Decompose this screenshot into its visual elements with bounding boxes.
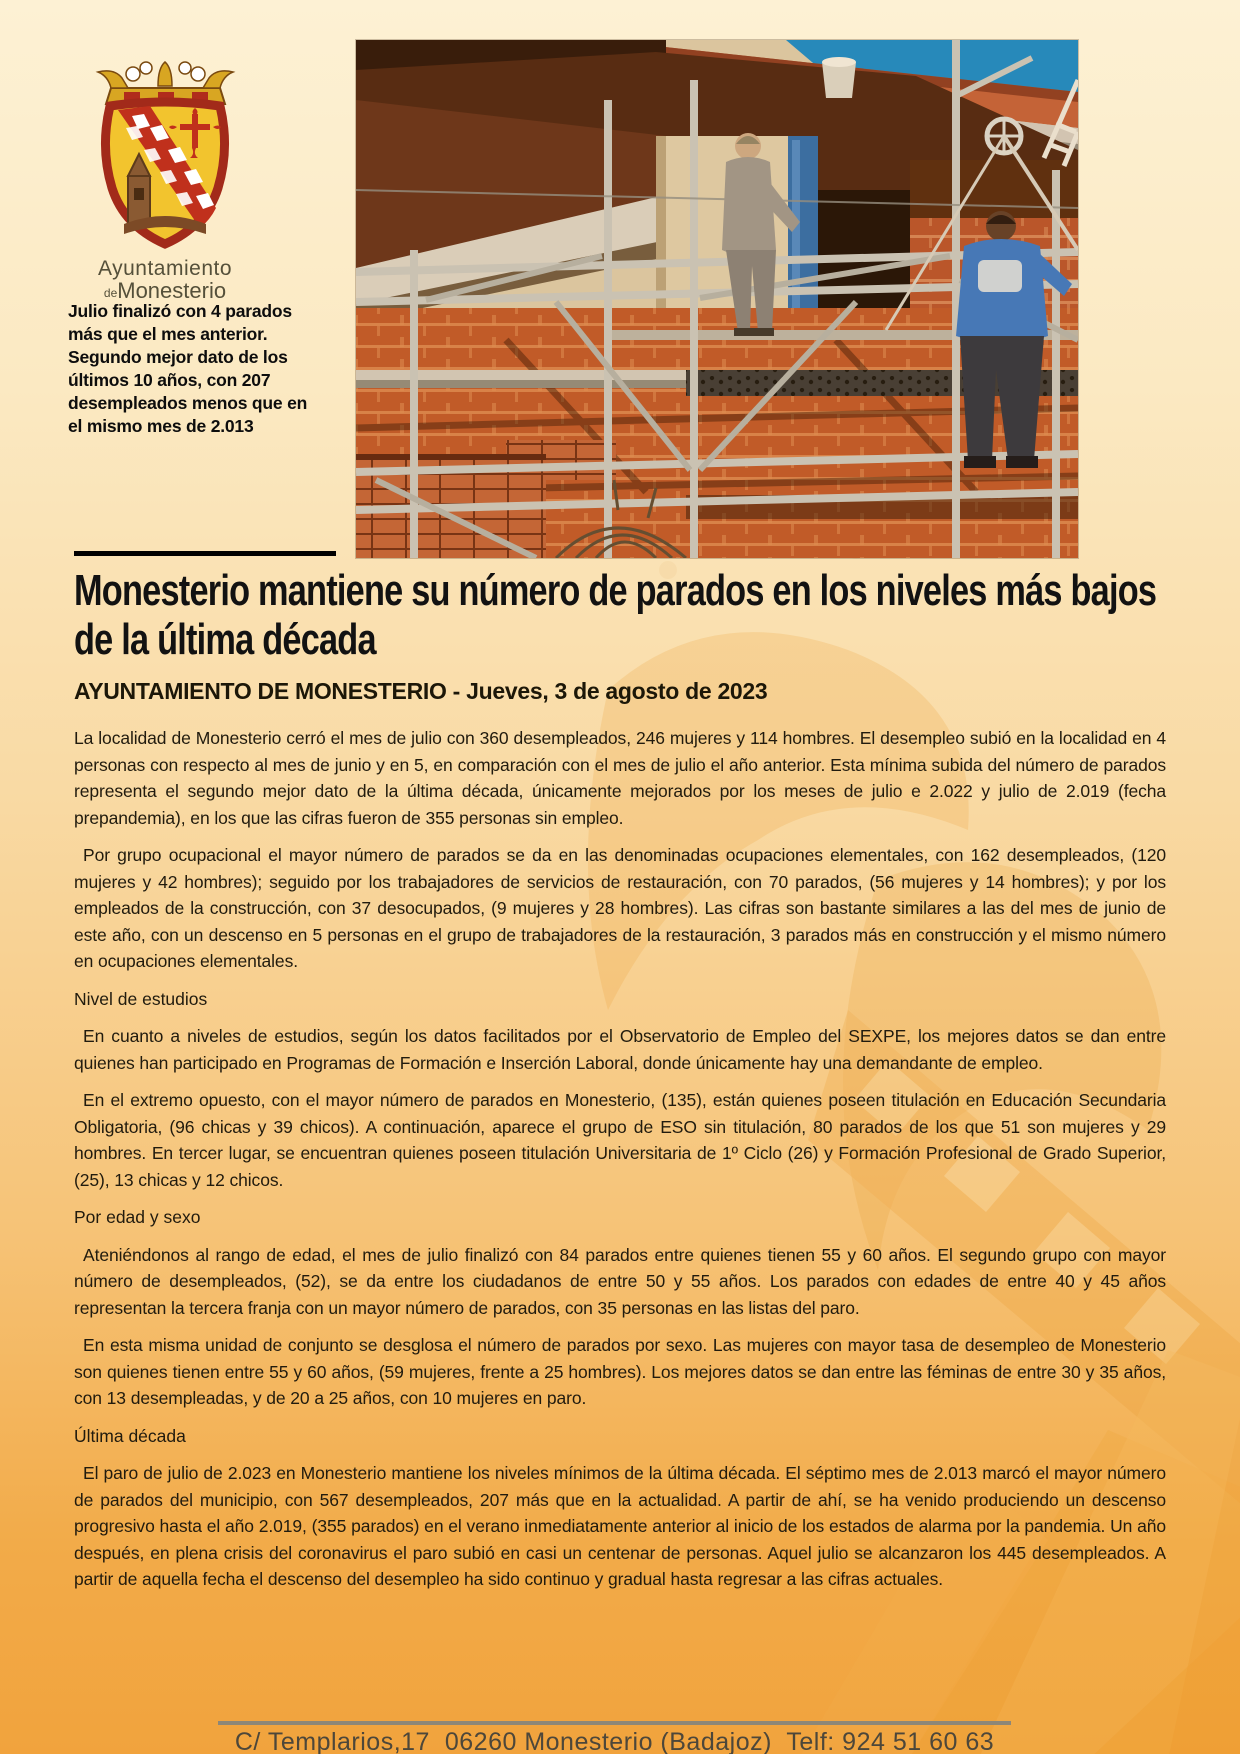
section-heading-ultima-decada: Última década [74,1425,186,1446]
paragraph: Ateniéndonos al rango de edad, el mes de julio finalizó con 84 parados entre quienes tienen 55 y 60 años. El segundo grupo con mayor número de desempleados, (52), se da entre los ciudadanos de entre 50 y 55 años. Los parados con edades de entre 40 y 45 años representan la tercera franja con un mayor número de parados, con 35 personas en las listas del paro. [74,1244,1166,1318]
paragraph: El paro de julio de 2.023 en Monesterio mantiene los niveles mínimos de la última década. El séptimo mes de 2.013 marcó el mayor número de parados del municipio, con 567 desempleados, 207 más que en la actualidad. A partir de ahí, se ha venido produciendo un descenso progresivo hasta el año 2.019, (355 parados) en el verano inmediatamente anterior al inicio de los estados de alarma por la pandemia. Un año después, en plena crisis del coronavirus el paro subió en casi un centenar de personas. Aquel julio se alcanzaron los 445 desempleados. A partir de aquella fecha el descenso del desempleo ha sido continuo y gradual hasta regresar a las cifras actuales. [74,1463,1166,1589]
org-name-de: de [103,286,118,300]
headline: Monesterio mantiene su número de parados en los niveles más bajos de la última década [74,566,1157,664]
paragraph: La localidad de Monesterio cerró el mes de julio con 360 desempleados, 246 mujeres y 114 hombres. El desempleo subió en la localidad en 4 personas con respecto al mes de junio y en 5, en comparación con el mes de julio el año anterior. Esta mínima subida del número de parados representa el segundo mejor dato de la última década, únicamente mejorados por los meses de julio e 2.022 y julio de 2.019 (fecha prepandemia), en los que las cifras fueron de 355 personas sin empleo. [74,728,1166,828]
org-name-monesterio: Monesterio [117,278,227,303]
paragraph: En esta misma unidad de conjunto se desglosa el número de parados por sexo. Las mujeres con mayor tasa de desempleo de Monesterio son quienes tienen entre 55 y 60 años, (59 mujeres, frente a 25 hombres). Los mejores datos se dan entre las féminas de entre 30 y 35 años, con 13 desempleadas, y de 20 a 25 años, con 10 mujeres en paro. [74,1335,1166,1408]
headline-rule [74,551,336,556]
dateline: AYUNTAMIENTO DE MONESTERIO - Jueves, 3 de agosto de 2023 [74,678,768,704]
footer-rule [218,1721,1011,1725]
paragraph: En cuanto a niveles de estudios, según los datos facilitados por el Observatorio de Empleo del SEXPE, los mejores datos se dan entre quienes han participado en Programas de Formación e Inserción Laboral, donde únicamente hay una demandante de empleo. [74,1026,1166,1073]
organization-name [40,258,290,304]
paragraph: En el extremo opuesto, con el mayor número de parados en Monesterio, (135), están quienes poseen titulación en Educación Secundaria Obligatoria, (96 chicas y 39 chicos). A continuación, aparece el grupo de ESO sin titulación, 80 parados de los que 51 son mujeres y 29 hombres. En tercer lugar, se encuentran quienes poseen titulación Universitaria de 1º Ciclo (26) y Formación Profesional de Grado Superior, (25), 13 chicas y 12 chicos. [74,1090,1166,1190]
section-heading-nivel-de-estudios: Nivel de estudios [74,988,208,1009]
org-name-line1: Ayuntamiento [97,257,233,280]
monesterio-coat-of-arms [88,58,243,258]
photo-construction-site [356,40,1078,558]
section-heading-por-edad-y-sexo: Por edad y sexo [74,1207,201,1227]
paragraph: Por grupo ocupacional el mayor número de parados se da en las denominadas ocupaciones elementales, con 162 desempleados, (120 mujeres y 42 hombres); seguido por los trabajadores de servicios de restauración, con 70 parados, (56 mujeres y 14 hombres); y por los empleados de la construcción, con 37 desocupados, (9 mujeres y 28 hombres). Las cifras son bastante similares a las del mes de junio de este año, con un descenso en 5 personas en el grupo de trabajadores de la restauración, 3 parados más en construcción y el mismo número en ocupaciones elementales. [74,845,1166,971]
shield [105,102,224,244]
footer-address: C/ Templarios,17 06260 Monesterio (Badajoz) Telf: 924 51 60 63 [234,1728,995,1754]
summary-highlight-text: Julio finalizó con 4 parados más que el mes anterior. Segundo mejor dato de los últimos 10 años, con 207 desempleados menos que en el mismo mes de 2.013 [68,301,308,436]
article [74,566,1166,1604]
